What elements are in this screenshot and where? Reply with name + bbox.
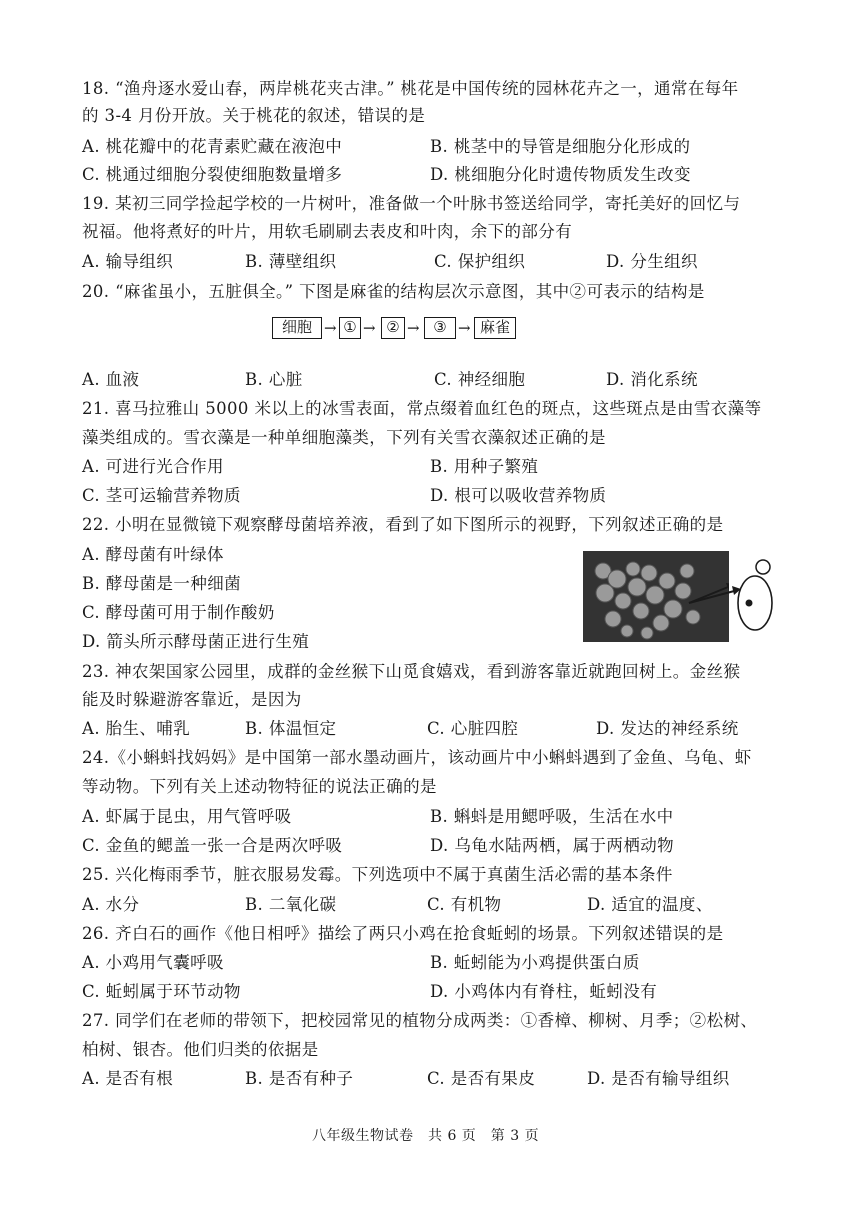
- q22-option-b: B. 酵母菌是一种细菌: [82, 574, 242, 593]
- q19-option-a: A. 输导组织: [82, 252, 174, 271]
- q27-option-b: B. 是否有种子: [245, 1069, 354, 1088]
- q25-option-c: C. 有机物: [427, 895, 502, 914]
- q23-option-d: D. 发达的神经系统: [596, 719, 739, 738]
- q24-option-c: C. 金鱼的鳃盖一张一合是两次呼吸: [82, 836, 343, 855]
- q24-option-d: D. 乌龟水陆两栖，属于两栖动物: [430, 836, 675, 855]
- q27-option-d: D. 是否有输导组织: [587, 1069, 730, 1088]
- q20-option-d: D. 消化系统: [606, 370, 698, 389]
- q26-option-c: C. 蚯蚓属于环节动物: [82, 982, 241, 1001]
- q22-option-a: A. 酵母菌有叶绿体: [82, 545, 224, 564]
- q22-option-c: C. 酵母菌可用于制作酸奶: [82, 603, 275, 622]
- q19-option-d: D. 分生组织: [606, 252, 698, 271]
- diagram-arrow-icon: →: [458, 319, 471, 337]
- q22-stem-line1: 22. 小明在显微镜下观察酵母菌培养液，看到了如下图所示的视野，下列叙述正确的是: [82, 515, 724, 534]
- q20-stem-line1: 20. “麻雀虽小，五脏俱全。” 下图是麻雀的结构层次示意图，其中②可表示的结构是: [82, 282, 705, 301]
- q18-stem-line1: 18. “渔舟逐水爱山春，两岸桃花夹古津。” 桃花是中国传统的园林花卉之一，通常在每年: [82, 79, 739, 98]
- q19-option-c: C. 保护组织: [434, 252, 526, 271]
- q21-option-b: B. 用种子繁殖: [430, 457, 539, 476]
- q19-stem-line1: 19. 某初三同学捡起学校的一片树叶，准备做一个叶脉书签送给同学，寄托美好的回忆与: [82, 194, 741, 213]
- q18-option-d: D. 桃细胞分化时遗传物质发生改变: [430, 165, 691, 184]
- yeast-micrograph-image: [583, 551, 783, 642]
- q27-option-a: A. 是否有根: [82, 1069, 174, 1088]
- q19-stem-line2: 祝福。他将煮好的叶片，用软毛刷刷去表皮和叶肉，余下的部分有: [82, 222, 573, 241]
- q24-stem-line2: 等动物。下列有关上述动物特征的说法正确的是: [82, 777, 437, 796]
- q23-option-c: C. 心脏四腔: [427, 719, 519, 738]
- q21-stem-line2: 藻类组成的。雪衣藻是一种单细胞藻类，下列有关雪衣藻叙述正确的是: [82, 428, 606, 447]
- q27-stem-line2: 柏树、银杏。他们归类的依据是: [82, 1040, 319, 1059]
- q23-stem-line1: 23. 神农架国家公园里，成群的金丝猴下山觅食嬉戏，看到游客靠近就跑回树上。金丝猴: [82, 662, 741, 681]
- diagram-arrow-icon: →: [324, 319, 337, 337]
- q24-option-b: B. 蝌蚪是用鳃呼吸，生活在水中: [430, 807, 674, 826]
- diagram-box-sparrow: 麻雀: [474, 317, 516, 339]
- q19-option-b: B. 薄壁组织: [245, 252, 337, 271]
- q23-option-b: B. 体温恒定: [245, 719, 337, 738]
- diagram-box-cell: 细胞: [272, 317, 322, 339]
- q24-option-a: A. 虾属于昆虫，用气管呼吸: [82, 807, 292, 826]
- q25-option-a: A. 水分: [82, 895, 140, 914]
- q21-option-c: C. 茎可运输营养物质: [82, 486, 241, 505]
- diagram-arrow-icon: →: [363, 319, 376, 337]
- q23-option-a: A. 胎生、哺乳: [82, 719, 191, 738]
- diagram-box-2: ②: [381, 317, 405, 339]
- q26-option-b: B. 蚯蚓能为小鸡提供蛋白质: [430, 953, 640, 972]
- q25-option-d: D. 适宜的温度、: [587, 895, 713, 914]
- q20-option-b: B. 心脏: [245, 370, 303, 389]
- q18-option-c: C. 桃通过细胞分裂使细胞数量增多: [82, 165, 343, 184]
- q21-option-d: D. 根可以吸收营养物质: [430, 486, 607, 505]
- q27-option-c: C. 是否有果皮: [427, 1069, 536, 1088]
- q18-option-b: B. 桃茎中的导管是细胞分化形成的: [430, 137, 691, 156]
- q20-option-c: C. 神经细胞: [434, 370, 526, 389]
- q25-option-b: B. 二氧化碳: [245, 895, 337, 914]
- q21-option-a: A. 可进行光合作用: [82, 457, 224, 476]
- diagram-arrow-icon: →: [407, 319, 420, 337]
- q20-option-a: A. 血液: [82, 370, 140, 389]
- diagram-box-1: ①: [339, 317, 361, 339]
- q21-stem-line1: 21. 喜马拉雅山 5000 米以上的冰雪表面，常点缀着血红色的斑点，这些斑点是由雪衣藻等: [82, 399, 762, 418]
- q26-stem-line1: 26. 齐白石的画作《他日相呼》描绘了两只小鸡在抢食蚯蚓的场景。下列叙述错误的是: [82, 924, 724, 943]
- q23-stem-line2: 能及时躲避游客靠近，是因为: [82, 690, 302, 709]
- q27-stem-line1: 27. 同学们在老师的带领下，把校园常见的植物分成两类：①香樟、柳树、月季；②松树、: [82, 1011, 758, 1030]
- q25-stem-line1: 25. 兴化梅雨季节，脏衣服易发霉。下列选项中不属于真菌生活必需的基本条件: [82, 865, 673, 884]
- diagram-box-3: ③: [424, 317, 456, 339]
- q26-option-d: D. 小鸡体内有脊柱，蚯蚓没有: [430, 982, 658, 1001]
- q22-option-d: D. 箭头所示酵母菌正进行生殖: [82, 632, 310, 651]
- q24-stem-line1: 24.《小蝌蚪找妈妈》是中国第一部水墨动画片，该动画片中小蝌蚪遇到了金鱼、乌龟、虾: [82, 748, 752, 767]
- page-footer: 八年级生物试卷 共 6 页 第 3 页: [312, 1128, 540, 1144]
- q18-option-a: A. 桃花瓣中的花青素贮藏在液泡中: [82, 137, 343, 156]
- q18-stem-line2: 的 3-4 月份开放。关于桃花的叙述，错误的是: [82, 106, 426, 125]
- q26-option-a: A. 小鸡用气囊呼吸: [82, 953, 224, 972]
